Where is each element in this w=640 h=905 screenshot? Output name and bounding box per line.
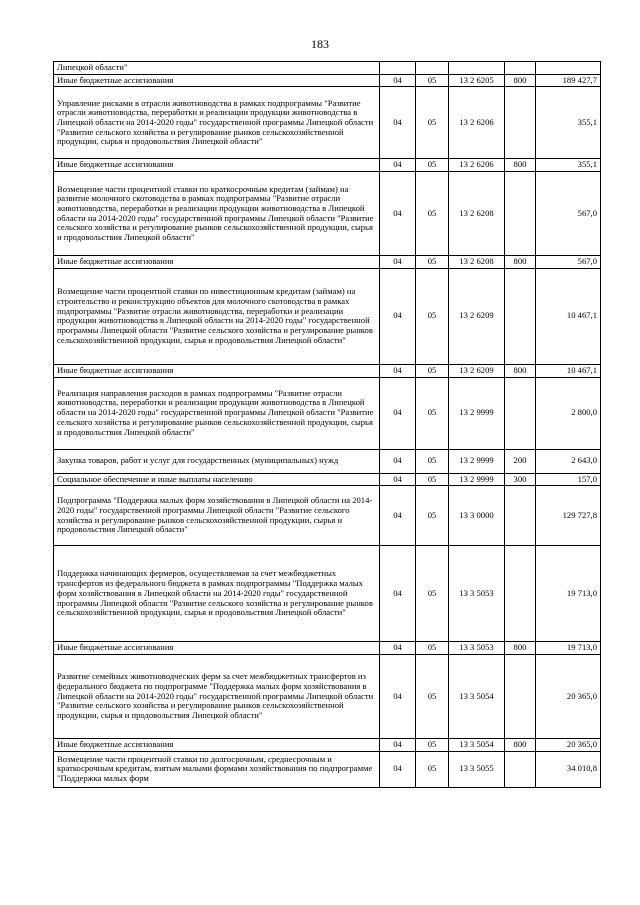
table-row: [54, 87, 601, 159]
row-amount-cell: 189 427,7: [536, 74, 601, 87]
row-target-code-cell: 13 3 0000: [449, 486, 505, 546]
row-name-cell: Подпрограмма "Поддержка малых форм хозяйствования в Липецкой области на 2014-2020 годы" государственной программы Липецкой области "Развитие сельского хозяйства и регулирование рынков сельскохозяйственной продукции, сырья и продовольствия Липецкой области": [54, 486, 380, 546]
row-subsection-cell: 05: [416, 159, 449, 172]
row-subsection-cell: 05: [416, 377, 449, 449]
row-target-code-cell: [449, 62, 505, 75]
row-section-cell: 04: [380, 473, 416, 486]
row-name-cell: Управление рисками в отрасли животноводства в рамках подпрограммы "Развитие отрасли животноводства, переработки и реализации продукции животноводства в Липецкой области на 2014-2020 годы" государственной программы Липецкой области "Развитие сельского хозяйства и регулирование рынков сельскохозяйственной продукции, сырья и продовольствия Липецкой области": [54, 87, 380, 159]
row-subsection-cell: 05: [416, 486, 449, 546]
table-row: [54, 751, 601, 787]
row-section-cell: 04: [380, 377, 416, 449]
row-expense-type-cell: [505, 268, 536, 364]
row-amount-cell: [536, 62, 601, 75]
row-expense-type-cell: [505, 87, 536, 159]
table-row: [54, 268, 601, 364]
table-row: [54, 449, 601, 473]
row-amount-cell: 20 365,0: [536, 654, 601, 738]
row-amount-cell: 567,0: [536, 172, 601, 256]
row-subsection-cell: 05: [416, 268, 449, 364]
row-section-cell: 04: [380, 642, 416, 655]
row-name-cell: Иные бюджетные ассигнования: [54, 74, 380, 87]
row-expense-type-cell: [505, 654, 536, 738]
row-target-code-cell: 13 2 6205: [449, 74, 505, 87]
row-amount-cell: 20 365,0: [536, 738, 601, 751]
row-expense-type-cell: [505, 751, 536, 787]
row-subsection-cell: 05: [416, 256, 449, 269]
row-target-code-cell: 13 2 6209: [449, 364, 505, 377]
table-row: [54, 172, 601, 256]
row-section-cell: 04: [380, 268, 416, 364]
row-section-cell: 04: [380, 364, 416, 377]
row-name-cell: Развитие семейных животноводческих ферм за счет межбюджетных трансфертов из федерального бюджета по подпрограмме "Поддержка малых форм хозяйствования в Липецкой области на 2014-2020 годы" государственной программы Липецкой области "Развитие сельского хозяйства и регулирование рынков сельскохозяйственной продукции, сырья и продовольствия Липецкой области": [54, 654, 380, 738]
row-name-cell: Липецкой области": [54, 62, 380, 75]
row-target-code-cell: 13 3 5054: [449, 738, 505, 751]
row-amount-cell: 355,1: [536, 159, 601, 172]
row-name-cell: Поддержка начинающих фермеров, осуществляемая за счет межбюджетных трансфертов из федерального бюджета в рамках подпрограммы "Поддержка малых форм хозяйствования в Липецкой области на 2014-2020 годы" государственной программы Липецкой области "Развитие сельского хозяйства и регулирование рынков сельскохозяйственной продукции, сырья и продовольствия Липецкой области": [54, 546, 380, 642]
row-name-cell: Иные бюджетные ассигнования: [54, 738, 380, 751]
row-subsection-cell: 05: [416, 473, 449, 486]
row-section-cell: 04: [380, 74, 416, 87]
row-expense-type-cell: [505, 62, 536, 75]
row-target-code-cell: 13 3 5054: [449, 654, 505, 738]
row-amount-cell: 355,1: [536, 87, 601, 159]
row-section-cell: 04: [380, 159, 416, 172]
row-subsection-cell: 05: [416, 546, 449, 642]
row-amount-cell: 19 713,0: [536, 546, 601, 642]
table-row: [54, 62, 601, 75]
row-section-cell: 04: [380, 486, 416, 546]
row-amount-cell: 129 727,8: [536, 486, 601, 546]
table-row: [54, 473, 601, 486]
row-amount-cell: 34 010,8: [536, 751, 601, 787]
row-subsection-cell: 05: [416, 751, 449, 787]
row-target-code-cell: 13 2 6206: [449, 87, 505, 159]
table-row: [54, 546, 601, 642]
row-section-cell: [380, 62, 416, 75]
row-target-code-cell: 13 2 6209: [449, 268, 505, 364]
row-name-cell: Возмещение части процентной ставки по краткосрочным кредитам (займам) на развитие молочного скотоводства в рамках подпрограммы "Развитие отрасли животноводства, переработки и реализации продукции животноводства в Липецкой области на 2014-2020 годы" государственной программы Липецкой области "Развитие сельского хозяйства и регулирование рынков сельскохозяйственной продукции, сырья и продовольствия Липецкой области": [54, 172, 380, 256]
row-subsection-cell: 05: [416, 364, 449, 377]
row-subsection-cell: [416, 62, 449, 75]
row-target-code-cell: 13 3 5053: [449, 642, 505, 655]
row-target-code-cell: 13 3 5053: [449, 546, 505, 642]
table-row: [54, 364, 601, 377]
row-name-cell: Закупка товаров, работ и услуг для государственных (муниципальных) нужд: [54, 449, 380, 473]
row-amount-cell: 19 713,0: [536, 642, 601, 655]
row-name-cell: Иные бюджетные ассигнования: [54, 159, 380, 172]
row-expense-type-cell: [505, 172, 536, 256]
row-target-code-cell: 13 2 9999: [449, 449, 505, 473]
row-expense-type-cell: [505, 546, 536, 642]
row-expense-type-cell: [505, 486, 536, 546]
row-name-cell: Возмещение части процентной ставки по долгосрочным, среднесрочным и краткосрочным кредитам, взятым малыми формами хозяйствования по подпрограмме "Поддержка малых форм: [54, 751, 380, 787]
row-subsection-cell: 05: [416, 642, 449, 655]
row-subsection-cell: 05: [416, 87, 449, 159]
row-amount-cell: 2 800,0: [536, 377, 601, 449]
row-target-code-cell: 13 2 9999: [449, 377, 505, 449]
row-target-code-cell: 13 2 6206: [449, 159, 505, 172]
row-section-cell: 04: [380, 654, 416, 738]
row-name-cell: Иные бюджетные ассигнования: [54, 364, 380, 377]
row-amount-cell: 2 643,0: [536, 449, 601, 473]
row-name-cell: Возмещение части процентной ставки по инвестиционным кредитам (займам) на строительство и реконструкцию объектов для молочного скотоводства в рамках подпрограммы "Развитие отрасли животноводства, переработки и реализации продукции животноводства в Липецкой области на 2014-2020 годы" государственной программы Липецкой области "Развитие сельского хозяйства и регулирование рынков сельскохозяйственной продукции, сырья и продовольствия Липецкой области": [54, 268, 380, 364]
table-row: [54, 642, 601, 655]
row-subsection-cell: 05: [416, 738, 449, 751]
table-row: [54, 738, 601, 751]
row-target-code-cell: 13 2 9999: [449, 473, 505, 486]
table-body: [54, 62, 601, 788]
row-name-cell: Социальное обеспечение и иные выплаты населению: [54, 473, 380, 486]
table-row: [54, 486, 601, 546]
row-expense-type-cell: 800: [505, 74, 536, 87]
row-expense-type-cell: 800: [505, 159, 536, 172]
table-row: [54, 159, 601, 172]
row-section-cell: 04: [380, 449, 416, 473]
row-amount-cell: 10 467,1: [536, 364, 601, 377]
row-amount-cell: 157,0: [536, 473, 601, 486]
table-row: [54, 256, 601, 269]
row-section-cell: 04: [380, 87, 416, 159]
row-name-cell: Реализация направления расходов в рамках подпрограммы "Развитие отрасли животноводства, переработки и реализации продукции животноводства в Липецкой области на 2014-2020 годы" государственной программы Липецкой области "Развитие сельского хозяйства и регулирование рынков сельскохозяйственной продукции, сырья и продовольствия Липецкой области": [54, 377, 380, 449]
row-section-cell: 04: [380, 546, 416, 642]
budget-allocation-table: [53, 61, 601, 788]
row-expense-type-cell: 200: [505, 449, 536, 473]
row-section-cell: 04: [380, 751, 416, 787]
row-name-cell: Иные бюджетные ассигнования: [54, 256, 380, 269]
row-expense-type-cell: 800: [505, 738, 536, 751]
page-number: 183: [311, 37, 329, 51]
row-amount-cell: 567,0: [536, 256, 601, 269]
row-expense-type-cell: 800: [505, 364, 536, 377]
row-subsection-cell: 05: [416, 654, 449, 738]
row-name-cell: Иные бюджетные ассигнования: [54, 642, 380, 655]
row-subsection-cell: 05: [416, 172, 449, 256]
row-expense-type-cell: 300: [505, 473, 536, 486]
row-target-code-cell: 13 3 5055: [449, 751, 505, 787]
row-target-code-cell: 13 2 6208: [449, 256, 505, 269]
row-section-cell: 04: [380, 738, 416, 751]
row-expense-type-cell: [505, 377, 536, 449]
table-row: [54, 377, 601, 449]
row-subsection-cell: 05: [416, 74, 449, 87]
row-section-cell: 04: [380, 172, 416, 256]
table-row: [54, 74, 601, 87]
row-expense-type-cell: 800: [505, 642, 536, 655]
row-section-cell: 04: [380, 256, 416, 269]
table-row: [54, 654, 601, 738]
row-amount-cell: 10 467,1: [536, 268, 601, 364]
row-target-code-cell: 13 2 6208: [449, 172, 505, 256]
row-subsection-cell: 05: [416, 449, 449, 473]
row-expense-type-cell: 800: [505, 256, 536, 269]
